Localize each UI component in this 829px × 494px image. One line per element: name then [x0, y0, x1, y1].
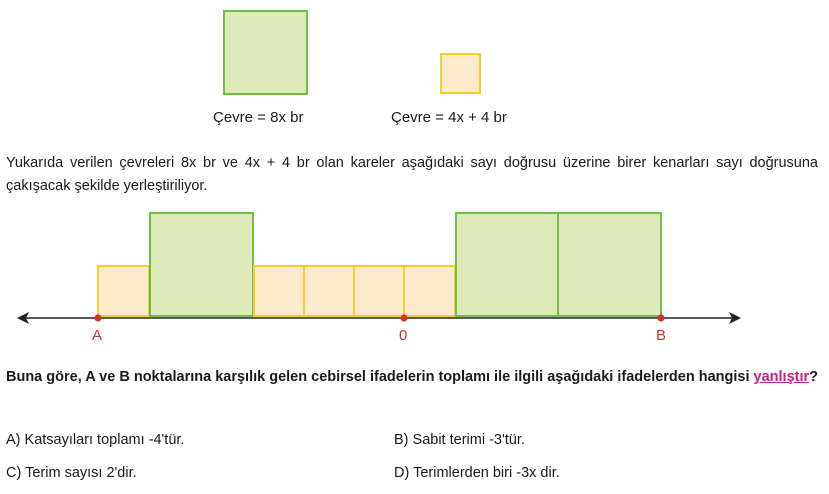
- option-c[interactable]: [6, 465, 137, 481]
- small-square-1: [98, 266, 149, 316]
- option-d-letter: D): [394, 465, 410, 481]
- point-a-label: A: [92, 327, 103, 344]
- question-end: ?: [809, 369, 818, 385]
- point-b-dot: [658, 315, 665, 322]
- option-c-text: Terim sayısı 2'dir.: [25, 465, 137, 481]
- point-zero-label: 0: [399, 327, 408, 344]
- option-b[interactable]: [394, 432, 525, 448]
- option-a-text: Katsayıları toplamı -4'tür.: [24, 432, 185, 448]
- point-a-dot: [95, 315, 102, 322]
- question-highlight: yanlıştır: [753, 369, 810, 385]
- small-square-2: [254, 266, 304, 316]
- small-square-5: [404, 266, 455, 316]
- small-square-4: [354, 266, 404, 316]
- large-square-perimeter-label: Çevre = 8x br: [213, 109, 304, 126]
- small-square-3: [304, 266, 354, 316]
- option-d-text: Terimlerden biri -3x dir.: [413, 465, 560, 481]
- point-zero-dot: [401, 315, 408, 322]
- large-square-3: [558, 213, 661, 316]
- option-b-letter: B): [394, 432, 409, 448]
- option-c-letter: C): [6, 465, 22, 481]
- large-square-1: [150, 213, 253, 316]
- large-square-2: [456, 213, 558, 316]
- question-body: Buna göre, A ve B noktalarına karşılık gelen cebirsel ifadelerin toplamı ile ilgili aşağıdaki ifadelerden hangisi: [6, 369, 754, 385]
- option-d[interactable]: [394, 465, 560, 481]
- point-b-label: B: [656, 327, 667, 344]
- small-square-perimeter-label: Çevre = 4x + 4 br: [391, 109, 507, 126]
- small-square-figure: [440, 53, 481, 94]
- number-line-figure: [0, 200, 829, 350]
- large-square-figure: [223, 10, 308, 95]
- option-b-text: Sabit terimi -3'tür.: [412, 432, 525, 448]
- intro-paragraph: Yukarıda verilen çevreleri 8x br ve 4x + 4 br olan kareler aşağıdaki sayı doğrusu üzerine birer kenarları sayı doğrusuna çakışacak şekilde yerleştiriliyor.: [6, 155, 818, 194]
- question-text: [6, 366, 818, 389]
- option-a[interactable]: [6, 432, 184, 448]
- option-a-letter: A): [6, 432, 21, 448]
